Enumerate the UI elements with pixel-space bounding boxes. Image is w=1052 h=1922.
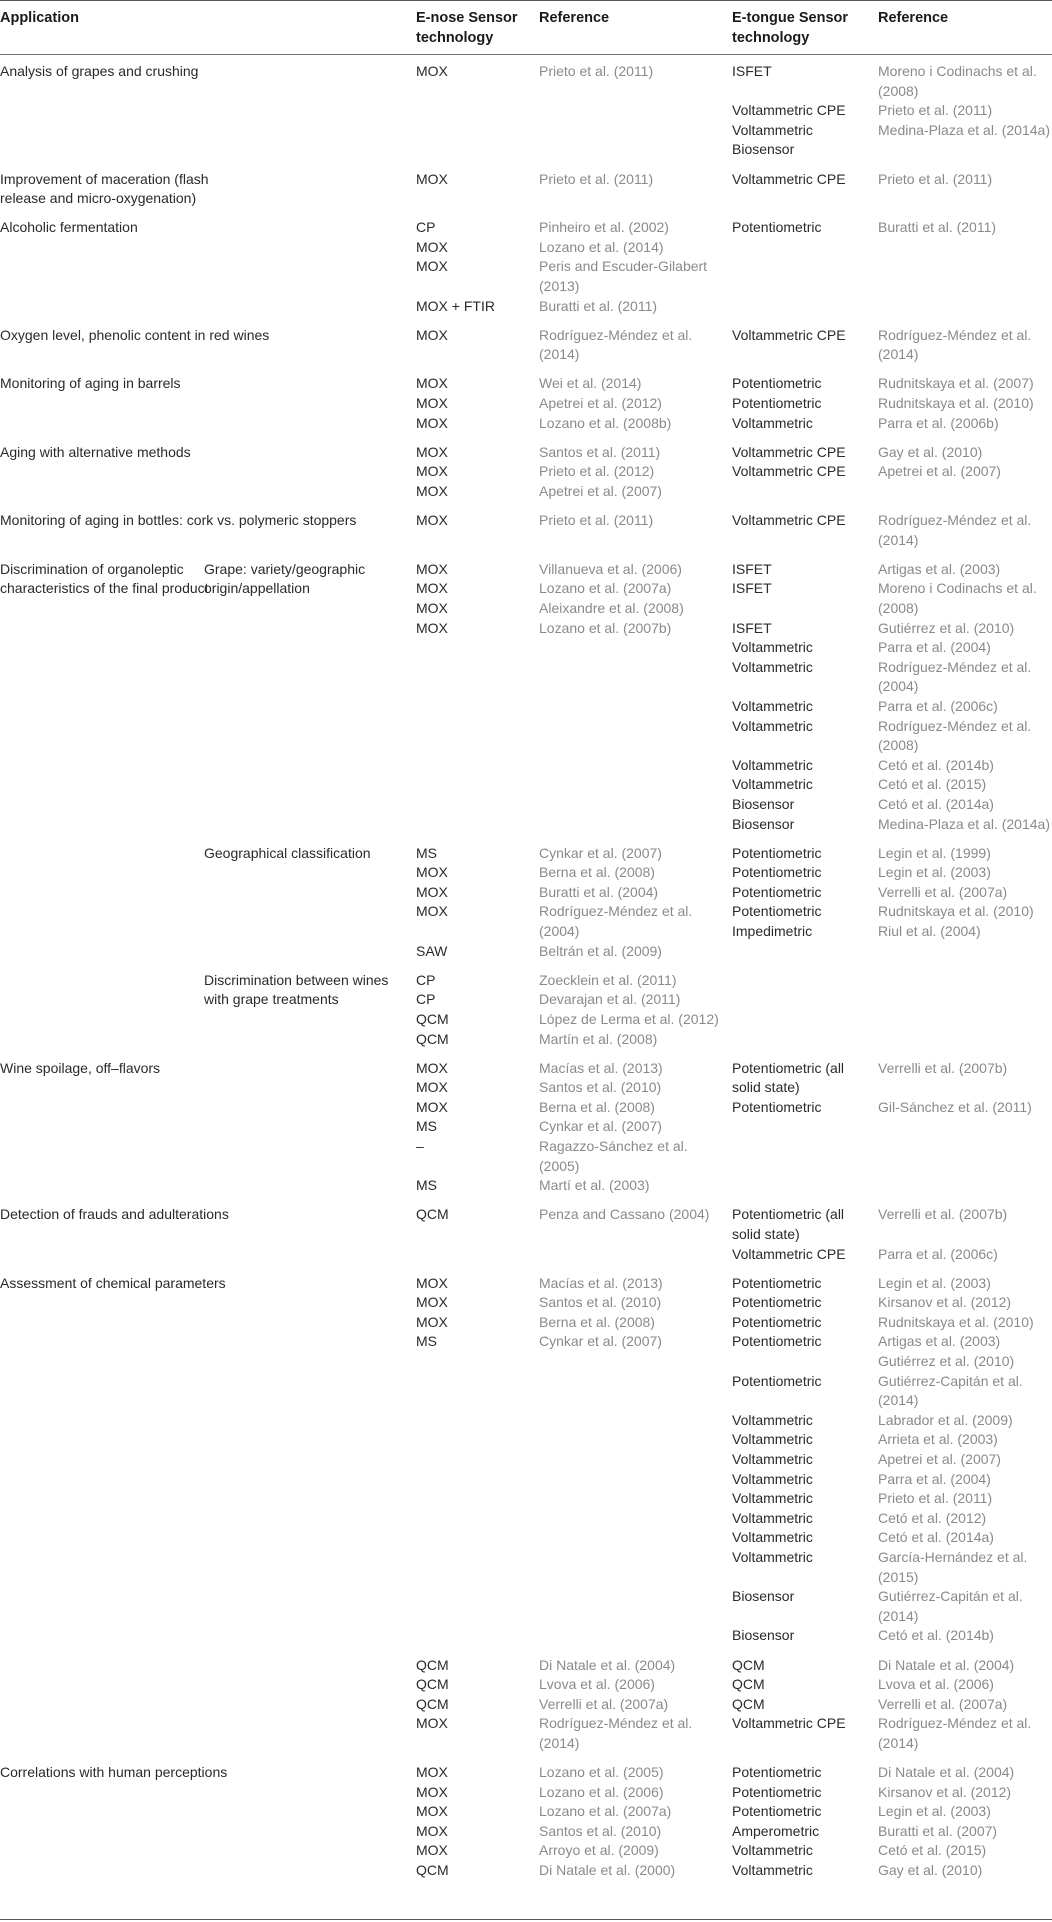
enose-technology-cell: MOX + FTIR: [416, 297, 495, 314]
enose-technology-cell: QCM: [416, 1206, 449, 1223]
enose-reference-cell: Berna et al. (2008): [539, 1313, 655, 1330]
etongue-technology-cell: Voltammetric: [732, 1509, 813, 1526]
etongue-technology-cell: ISFET: [732, 560, 772, 577]
etongue-reference-cell: Verrelli et al. (2007a): [878, 1695, 1008, 1712]
etongue-technology-cell: Voltammetric: [732, 1490, 813, 1507]
etongue-reference-cell: Gay et al. (2010): [878, 1862, 983, 1878]
etongue-technology-cell: QCM: [732, 1676, 765, 1693]
application-cell: Alcoholic fermentation: [0, 219, 138, 236]
etongue-technology-cell: Potentiometric: [732, 1803, 822, 1820]
enose-reference-cell: Aleixandre et al. (2008): [539, 599, 684, 616]
etongue-technology-cell: Voltammetric: [732, 121, 813, 138]
enose-reference-cell: Di Natale et al. (2004): [539, 1656, 676, 1673]
enose-technology-cell: MOX: [416, 1059, 448, 1076]
etongue-reference-cell: Medina-Plaza et al. (2014a): [878, 121, 1050, 138]
etongue-technology-cell: solid state): [732, 1225, 800, 1242]
header-etongue-technology-text: E-tongue Sensor technology: [732, 10, 849, 46]
etongue-reference-cell: Gutiérrez-Capitán et al.: [878, 1372, 1023, 1389]
etongue-reference-cell: Rodríguez-Méndez et al.: [878, 717, 1032, 734]
enose-reference-cell: Rodríguez-Méndez et al.: [539, 1715, 693, 1732]
enose-technology-cell: MOX: [416, 414, 448, 431]
etongue-technology-cell: Voltammetric CPE: [732, 1245, 846, 1262]
etongue-technology-cell: Voltammetric: [732, 1842, 813, 1859]
etongue-technology-cell: Biosensor: [732, 815, 795, 832]
etongue-reference-cell: Gay et al. (2010): [878, 443, 983, 460]
enose-technology-cell: –: [416, 1138, 424, 1154]
enose-technology-cell: QCM: [416, 1695, 449, 1712]
enose-reference-cell: Cynkar et al. (2007): [539, 844, 662, 861]
application-cell: Oxygen level, phenolic content in red wines: [0, 326, 270, 343]
etongue-reference-cell: Legin et al. (2003): [878, 864, 991, 881]
enose-technology-cell: MOX: [416, 1715, 448, 1732]
etongue-technology-cell: Voltammetric: [732, 1549, 813, 1565]
etongue-reference-cell: Verrelli et al. (2007a): [878, 883, 1008, 900]
etongue-technology-cell: Voltammetric: [732, 658, 813, 675]
enose-technology-cell: MOX: [416, 258, 448, 275]
etongue-reference-cell: Rodríguez-Méndez et al.: [878, 658, 1032, 675]
enose-reference-cell: Prieto et al. (2012): [539, 463, 655, 480]
enose-technology-cell: SAW: [416, 942, 448, 959]
etongue-reference-cell: Arrieta et al. (2003): [878, 1431, 998, 1448]
application-cell: Analysis of grapes and crushing: [0, 63, 199, 79]
etongue-reference-cell: (2008): [878, 599, 919, 616]
enose-technology-cell: MOX: [416, 443, 448, 460]
etongue-reference-cell: Parra et al. (2004): [878, 1470, 991, 1487]
enose-reference-cell: Arroyo et al. (2009): [539, 1842, 659, 1859]
enose-technology-cell: MOX: [416, 482, 448, 499]
etongue-reference-cell: Prieto et al. (2011): [878, 1490, 993, 1507]
etongue-technology-cell: Voltammetric: [732, 1862, 813, 1878]
enose-technology-cell: MOX: [416, 395, 448, 411]
enose-technology-cell: QCM: [416, 1010, 449, 1027]
etongue-technology-cell: Voltammetric CPE: [732, 170, 846, 187]
enose-reference-cell: Zoecklein et al. (2011): [539, 971, 677, 988]
etongue-technology-cell: Voltammetric CPE: [732, 1715, 846, 1732]
etongue-reference-cell: Legin et al. (2003): [878, 1803, 991, 1820]
etongue-reference-cell: (2014): [878, 1392, 919, 1409]
etongue-reference-cell: Cetó et al. (2014a): [878, 1529, 994, 1546]
etongue-reference-cell: Cetó et al. (2014b): [878, 1627, 994, 1644]
etongue-reference-cell: Rudnitskaya et al. (2010): [878, 395, 1034, 411]
etongue-technology-cell: Voltammetric CPE: [732, 102, 846, 119]
etongue-technology-cell: Voltammetric: [732, 776, 813, 793]
enose-technology-cell: MOX: [416, 864, 448, 881]
etongue-technology-cell: Biosensor: [732, 795, 795, 812]
enose-technology-cell: MOX: [416, 883, 448, 900]
enose-technology-cell: MOX: [416, 1842, 448, 1859]
etongue-reference-cell: Parra et al. (2006b): [878, 414, 999, 431]
etongue-technology-cell: Voltammetric: [732, 697, 813, 714]
etongue-technology-cell: Voltammetric: [732, 1431, 813, 1448]
application-cell: Assessment of chemical parameters: [0, 1274, 226, 1291]
application-cell: characteristics of the final product: [0, 580, 209, 597]
enose-reference-cell: Cynkar et al. (2007): [539, 1333, 662, 1350]
enose-reference-cell: Lozano et al. (2005): [539, 1764, 664, 1780]
etongue-reference-cell: Verrelli et al. (2007b): [878, 1059, 1008, 1076]
enose-technology-cell: MOX: [416, 1294, 448, 1311]
enose-reference-cell: Buratti et al. (2011): [539, 297, 658, 314]
etongue-reference-cell: Buratti et al. (2007): [878, 1822, 998, 1839]
header-rule: [0, 54, 1052, 55]
enose-reference-cell: Macías et al. (2013): [539, 1274, 663, 1291]
enose-reference-cell: Wei et al. (2014): [539, 375, 642, 392]
enose-reference-cell: Ragazzo-Sánchez et al.: [539, 1138, 688, 1154]
etongue-technology-cell: Potentiometric: [732, 1372, 822, 1389]
enose-technology-cell: MS: [416, 1177, 437, 1194]
enose-technology-cell: MOX: [416, 238, 448, 255]
etongue-reference-cell: Cetó et al. (2014b): [878, 756, 994, 773]
enose-technology-cell: MOX: [416, 903, 448, 920]
etongue-reference-cell: Lvova et al. (2006): [878, 1676, 994, 1693]
enose-technology-cell: MOX: [416, 1783, 448, 1800]
etongue-technology-cell: Voltammetric: [732, 1529, 813, 1546]
application-cell: Wine spoilage, off–flavors: [0, 1059, 161, 1076]
application-cell: Aging with alternative methods: [0, 443, 191, 460]
etongue-reference-cell: Prieto et al. (2011): [878, 102, 993, 119]
etongue-reference-cell: Legin et al. (1999): [878, 844, 991, 861]
etongue-reference-cell: Rudnitskaya et al. (2010): [878, 1313, 1034, 1330]
enose-reference-cell: Lozano et al. (2006): [539, 1783, 664, 1800]
etongue-technology-cell: Potentiometric: [732, 1294, 822, 1311]
enose-reference-cell: Beltrán et al. (2009): [539, 942, 662, 959]
enose-reference-cell: Martín et al. (2008): [539, 1030, 658, 1047]
subcategory-cell: Geographical classification: [204, 844, 371, 861]
etongue-technology-cell: Potentiometric: [732, 1274, 822, 1291]
etongue-reference-cell: Apetrei et al. (2007): [878, 463, 1001, 480]
etongue-reference-cell: Medina-Plaza et al. (2014a): [878, 815, 1050, 832]
application-cell: Detection of frauds and adulterations: [0, 1206, 229, 1223]
etongue-technology-cell: Potentiometric: [732, 1098, 822, 1115]
enose-reference-cell: Lozano et al. (2007a): [539, 580, 672, 597]
etongue-technology-cell: ISFET: [732, 580, 772, 597]
enose-technology-cell: MOX: [416, 375, 448, 392]
etongue-reference-cell: Cetó et al. (2015): [878, 1842, 987, 1859]
header-enose-technology: [416, 9, 541, 48]
etongue-reference-cell: Gutiérrez et al. (2010): [878, 1353, 1015, 1369]
etongue-technology-cell: Potentiometric: [732, 1313, 822, 1330]
etongue-reference-cell: Kirsanov et al. (2012): [878, 1783, 1012, 1800]
etongue-reference-cell: Gutiérrez et al. (2010): [878, 619, 1015, 636]
header-application: Application: [0, 10, 79, 26]
enose-technology-cell: MOX: [416, 1313, 448, 1330]
etongue-reference-cell: Rodríguez-Méndez et al.: [878, 512, 1032, 528]
application-cell: Improvement of maceration (flash: [0, 170, 209, 187]
etongue-technology-cell: Voltammetric: [732, 414, 813, 431]
etongue-technology-cell: Potentiometric: [732, 395, 822, 411]
etongue-technology-cell: Potentiometric: [732, 864, 822, 881]
enose-reference-cell: Lozano et al. (2007b): [539, 619, 672, 636]
enose-reference-cell: (2004): [539, 923, 580, 939]
enose-reference-cell: López de Lerma et al. (2012): [539, 1010, 719, 1027]
etongue-reference-cell: Rudnitskaya et al. (2010): [878, 903, 1034, 920]
etongue-technology-cell: Voltammetric: [732, 639, 813, 656]
etongue-technology-cell: Amperometric: [732, 1822, 820, 1839]
application-cell: Monitoring of aging in bottles: cork vs. polymeric stoppers: [0, 512, 357, 528]
enose-technology-cell: MOX: [416, 560, 448, 577]
etongue-reference-cell: García-Hernández et al.: [878, 1549, 1028, 1565]
enose-technology-cell: MS: [416, 1118, 437, 1135]
enose-reference-cell: Cynkar et al. (2007): [539, 1118, 662, 1135]
enose-reference-cell: Santos et al. (2011): [539, 443, 661, 460]
etongue-reference-cell: (2014): [878, 1734, 919, 1751]
etongue-technology-cell: ISFET: [732, 63, 772, 79]
enose-reference-cell: Prieto et al. (2011): [539, 63, 654, 79]
enose-technology-cell: MOX: [416, 1764, 448, 1780]
top-rule: [0, 0, 1052, 1]
header-etongue-reference: Reference: [878, 10, 949, 26]
enose-technology-cell: MOX: [416, 63, 448, 79]
application-cell: release and micro-oxygenation): [0, 190, 197, 207]
enose-reference-cell: Devarajan et al. (2011): [539, 991, 681, 1008]
header-enose-technology-text: E-nose Sensor technology: [416, 10, 518, 46]
bottom-rule: [0, 1919, 1052, 1920]
etongue-technology-cell: Potentiometric: [732, 1764, 822, 1780]
etongue-reference-cell: (2008): [878, 82, 919, 99]
etongue-technology-cell: ISFET: [732, 619, 772, 636]
etongue-technology-cell: Voltammetric: [732, 1411, 813, 1428]
enose-technology-cell: QCM: [416, 1676, 449, 1693]
application-cell: Monitoring of aging in barrels: [0, 375, 181, 392]
etongue-technology-cell: Biosensor: [732, 141, 795, 158]
etongue-reference-cell: (2014): [878, 346, 919, 363]
enose-reference-cell: Apetrei et al. (2007): [539, 482, 662, 499]
etongue-reference-cell: Parra et al. (2006c): [878, 1245, 998, 1262]
enose-technology-cell: MOX: [416, 1079, 448, 1096]
etongue-technology-cell: Impedimetric: [732, 923, 813, 939]
enose-reference-cell: Prieto et al. (2011): [539, 512, 654, 528]
enose-reference-cell: Prieto et al. (2011): [539, 170, 654, 187]
etongue-reference-cell: Labrador et al. (2009): [878, 1411, 1013, 1428]
etongue-reference-cell: Moreno i Codinachs et al.: [878, 63, 1037, 79]
enose-reference-cell: Villanueva et al. (2006): [539, 560, 682, 577]
etongue-reference-cell: Verrelli et al. (2007b): [878, 1206, 1008, 1223]
etongue-technology-cell: Biosensor: [732, 1627, 795, 1644]
enose-technology-cell: MOX: [416, 1822, 448, 1839]
subcategory-cell: Grape: variety/geographic: [204, 560, 366, 577]
enose-technology-cell: CP: [416, 219, 436, 236]
enose-reference-cell: Rodríguez-Méndez et al.: [539, 903, 693, 920]
enose-technology-cell: MOX: [416, 619, 448, 636]
enose-technology-cell: CP: [416, 991, 436, 1008]
etongue-technology-cell: Voltammetric: [732, 1470, 813, 1487]
etongue-reference-cell: Artigas et al. (2003): [878, 560, 1001, 577]
etongue-reference-cell: Legin et al. (2003): [878, 1274, 991, 1291]
enose-reference-cell: Macías et al. (2013): [539, 1059, 663, 1076]
enose-reference-cell: Santos et al. (2010): [539, 1822, 662, 1839]
etongue-technology-cell: Potentiometric (all: [732, 1059, 845, 1076]
enose-technology-cell: QCM: [416, 1656, 449, 1673]
etongue-reference-cell: Cetó et al. (2014a): [878, 795, 994, 812]
enose-reference-cell: Santos et al. (2010): [539, 1079, 662, 1096]
enose-reference-cell: Martí et al. (2003): [539, 1177, 650, 1194]
enose-technology-cell: MOX: [416, 170, 448, 187]
etongue-reference-cell: (2008): [878, 737, 919, 754]
etongue-technology-cell: Voltammetric: [732, 717, 813, 734]
enose-reference-cell: Buratti et al. (2004): [539, 883, 659, 900]
etongue-reference-cell: Di Natale et al. (2004): [878, 1656, 1015, 1673]
enose-reference-cell: Penza and Cassano (2004): [539, 1206, 710, 1223]
etongue-technology-cell: Potentiometric: [732, 375, 822, 392]
etongue-reference-cell: Di Natale et al. (2004): [878, 1764, 1015, 1780]
etongue-technology-cell: solid state): [732, 1079, 800, 1096]
enose-reference-cell: Santos et al. (2010): [539, 1294, 662, 1311]
enose-technology-cell: MOX: [416, 1274, 448, 1291]
etongue-technology-cell: Potentiometric (all: [732, 1206, 845, 1223]
etongue-technology-cell: Potentiometric: [732, 1333, 822, 1350]
enose-reference-cell: Di Natale et al. (2000): [539, 1862, 676, 1878]
enose-technology-cell: MS: [416, 844, 437, 861]
subcategory-cell: Discrimination between wines: [204, 971, 389, 988]
enose-technology-cell: MS: [416, 1333, 437, 1350]
etongue-technology-cell: Potentiometric: [732, 883, 822, 900]
subcategory-cell: with grape treatments: [204, 991, 339, 1008]
enose-reference-cell: Berna et al. (2008): [539, 1098, 655, 1115]
enose-reference-cell: Peris and Escuder-Gilabert: [539, 258, 708, 275]
header-enose-reference: Reference: [539, 10, 610, 26]
enose-technology-cell: MOX: [416, 599, 448, 616]
enose-technology-cell: MOX: [416, 326, 448, 343]
etongue-technology-cell: Voltammetric CPE: [732, 463, 846, 480]
etongue-reference-cell: Gutiérrez-Capitán et al.: [878, 1588, 1023, 1605]
enose-technology-cell: QCM: [416, 1862, 449, 1878]
etongue-technology-cell: Voltammetric CPE: [732, 443, 846, 460]
etongue-technology-cell: Biosensor: [732, 1588, 795, 1605]
enose-technology-cell: MOX: [416, 512, 448, 528]
enose-technology-cell: MOX: [416, 1803, 448, 1820]
enose-reference-cell: (2013): [539, 278, 580, 294]
enose-reference-cell: Rodríguez-Méndez et al.: [539, 326, 693, 343]
enose-reference-cell: Lozano et al. (2007a): [539, 1803, 672, 1820]
etongue-reference-cell: Buratti et al. (2011): [878, 219, 997, 236]
enose-reference-cell: Apetrei et al. (2012): [539, 395, 662, 411]
enose-reference-cell: Berna et al. (2008): [539, 864, 655, 881]
etongue-reference-cell: Cetó et al. (2015): [878, 776, 987, 793]
enose-reference-cell: Lozano et al. (2014): [539, 238, 664, 255]
etongue-reference-cell: Moreno i Codinachs et al.: [878, 580, 1037, 597]
etongue-technology-cell: Potentiometric: [732, 903, 822, 920]
enose-reference-cell: (2005): [539, 1157, 580, 1174]
application-cell: Discrimination of organoleptic: [0, 560, 184, 577]
etongue-reference-cell: (2014): [878, 1607, 919, 1624]
enose-reference-cell: (2014): [539, 1734, 580, 1751]
etongue-technology-cell: Voltammetric CPE: [732, 512, 846, 528]
header-etongue-technology: [732, 9, 867, 48]
etongue-technology-cell: QCM: [732, 1695, 765, 1712]
etongue-technology-cell: Voltammetric: [732, 1451, 813, 1467]
etongue-technology-cell: Voltammetric: [732, 756, 813, 773]
etongue-reference-cell: Kirsanov et al. (2012): [878, 1294, 1012, 1311]
etongue-reference-cell: Parra et al. (2004): [878, 639, 991, 656]
etongue-reference-cell: Artigas et al. (2003): [878, 1333, 1001, 1350]
etongue-technology-cell: Voltammetric CPE: [732, 326, 846, 343]
enose-technology-cell: MOX: [416, 580, 448, 597]
enose-reference-cell: (2014): [539, 346, 580, 363]
etongue-reference-cell: (2014): [878, 531, 919, 548]
etongue-reference-cell: (2015): [878, 1568, 919, 1585]
enose-technology-cell: CP: [416, 971, 436, 988]
enose-reference-cell: Lozano et al. (2008b): [539, 414, 672, 431]
etongue-reference-cell: Parra et al. (2006c): [878, 697, 998, 714]
etongue-technology-cell: QCM: [732, 1656, 765, 1673]
etongue-reference-cell: (2004): [878, 678, 919, 695]
etongue-reference-cell: Rodríguez-Méndez et al.: [878, 1715, 1032, 1732]
enose-reference-cell: Verrelli et al. (2007a): [539, 1695, 669, 1712]
enose-reference-cell: Pinheiro et al. (2002): [539, 219, 669, 236]
enose-technology-cell: MOX: [416, 1098, 448, 1115]
subcategory-cell: origin/appellation: [204, 580, 310, 597]
etongue-technology-cell: Potentiometric: [732, 1783, 822, 1800]
enose-reference-cell: Lvova et al. (2006): [539, 1676, 655, 1693]
etongue-technology-cell: Potentiometric: [732, 219, 822, 236]
etongue-reference-cell: Cetó et al. (2012): [878, 1509, 987, 1526]
application-cell: Correlations with human perceptions: [0, 1764, 228, 1780]
etongue-reference-cell: Apetrei et al. (2007): [878, 1451, 1001, 1467]
etongue-reference-cell: Prieto et al. (2011): [878, 170, 993, 187]
etongue-reference-cell: Gil-Sánchez et al. (2011): [878, 1098, 1032, 1115]
etongue-reference-cell: Riul et al. (2004): [878, 923, 981, 939]
enose-technology-cell: QCM: [416, 1030, 449, 1047]
etongue-reference-cell: Rodríguez-Méndez et al.: [878, 326, 1032, 343]
etongue-technology-cell: Potentiometric: [732, 844, 822, 861]
enose-technology-cell: MOX: [416, 463, 448, 480]
etongue-reference-cell: Rudnitskaya et al. (2007): [878, 375, 1034, 392]
